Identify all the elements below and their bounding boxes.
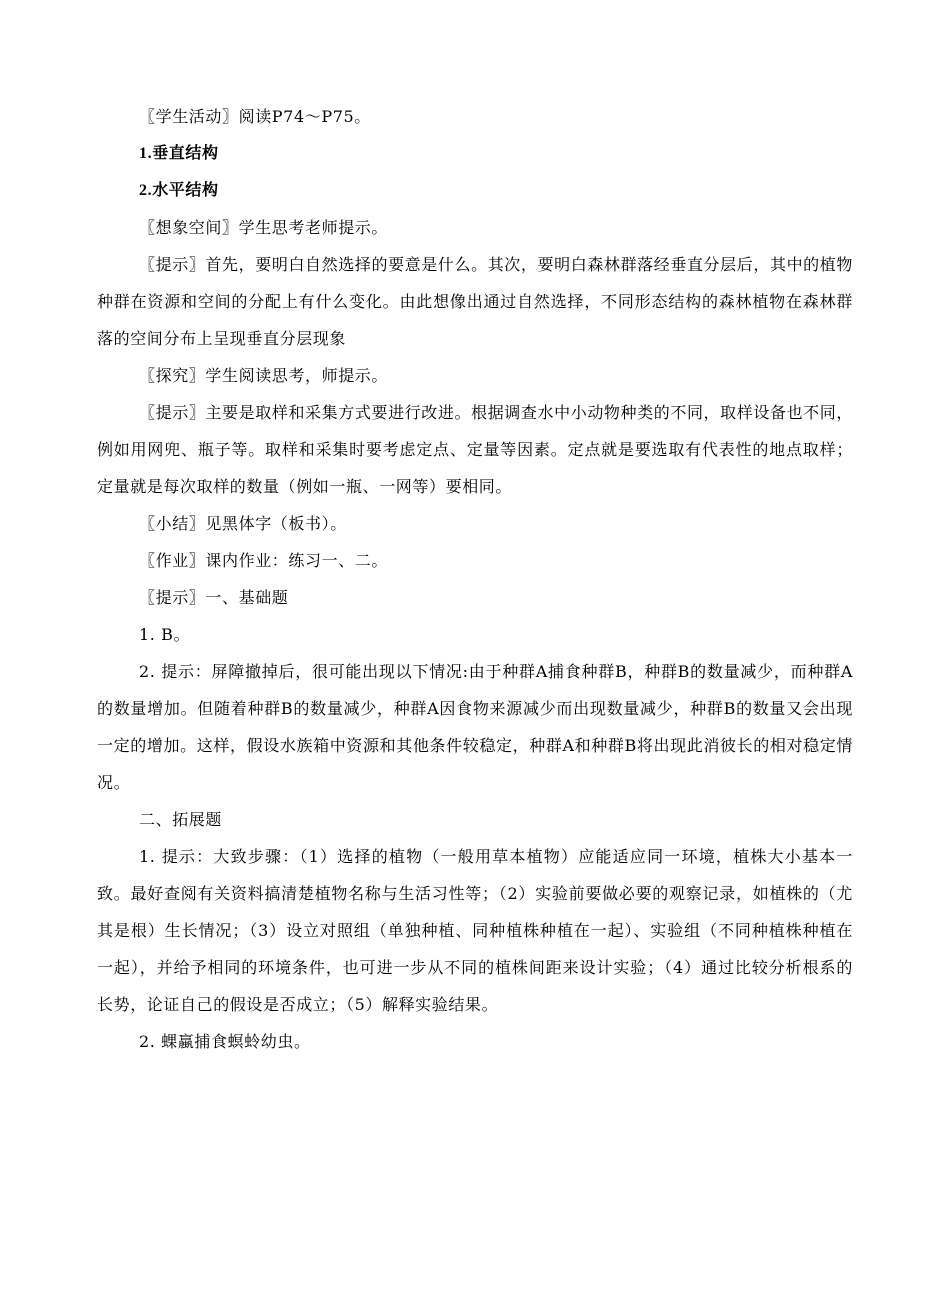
- activity-paragraph: 〖学生活动〗阅读P74～P75。: [139, 107, 371, 126]
- summary-paragraph: 〖小结〗见黑体字（板书）。: [139, 514, 347, 533]
- answer-1: 1. B。: [139, 625, 191, 644]
- extension-answer-2: 2. 蜾蠃捕食螟蛉幼虫。: [139, 1032, 311, 1051]
- heading-vertical-structure: 1.垂直结构: [139, 145, 219, 162]
- heading-horizontal-structure: 2.水平结构: [139, 182, 219, 199]
- document-body: [97, 98, 853, 1060]
- extension-heading: 二、拓展题: [139, 810, 223, 829]
- inquiry-paragraph: 〖探究〗学生阅读思考，师提示。: [139, 366, 389, 385]
- hint-basic-questions: 〖提示〗一、基础题: [139, 588, 289, 607]
- answer-2: 2. 提示：屏障撤掉后，很可能出现以下情况:由于种群A捕食种群B，种群B的数量减少，而种群A的数量增加。但随着种群B的数量减少，种群A因食物来源减少而出现数量减少，种群B的数量又会出现一定的增加。这样，假设水族箱中资源和其他条件较稳定，种群A和种群B将出现此消彼长的相对稳定情况。: [97, 662, 853, 792]
- homework-paragraph: 〖作业〗课内作业：练习一、二。: [139, 551, 389, 570]
- imagination-paragraph: 〖想象空间〗学生思考老师提示。: [139, 218, 389, 237]
- hint-paragraph-2: 〖提示〗主要是取样和采集方式要进行改进。根据调查水中小动物种类的不同，取样设备也不同，例如用网兜、瓶子等。取样和采集时要考虑定点、定量等因素。定点就是要选取有代表性的地点取样；定量就是每次取样的数量（例如一瓶、一网等）要相同。: [97, 403, 853, 496]
- hint-paragraph-1: 〖提示〗首先，要明白自然选择的要意是什么。其次，要明白森林群落经垂直分层后，其中的植物种群在资源和空间的分配上有什么变化。由此想像出通过自然选择，不同形态结构的森林植物在森林群落的空间分布上呈现垂直分层现象: [97, 255, 853, 348]
- extension-answer-1: 1. 提示：大致步骤：（1）选择的植物（一般用草本植物）应能适应同一环境，植株大小基本一致。最好查阅有关资料搞清楚植物名称与生活习性等；（2）实验前要做必要的观察记录，如植株的（尤其是根）生长情况；（3）设立对照组（单独种植、同种植株种植在一起）、实验组（不同种植株种植在一起），并给予相同的环境条件，也可进一步从不同的植株间距来设计实验；（4）通过比较分析根系的长势，论证自己的假设是否成立；（5）解释实验结果。: [97, 847, 853, 1014]
